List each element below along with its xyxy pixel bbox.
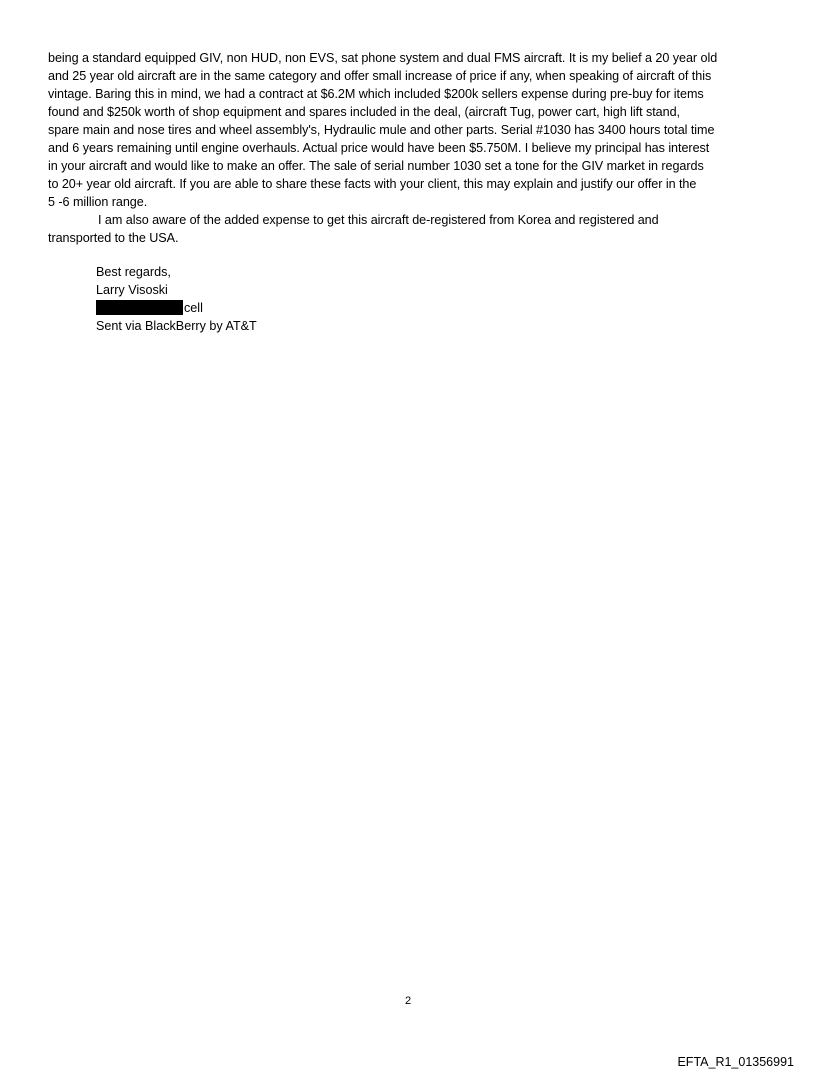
- cell-label: cell: [184, 301, 203, 315]
- body-line: 5 -6 million range.: [48, 195, 148, 209]
- body-line: and 25 year old aircraft are in the same category and offer small increase of price if any, when speaking of aircraft of this: [48, 69, 712, 83]
- email-signature: [96, 263, 257, 335]
- email-body: [48, 49, 772, 247]
- body-paragraph-2-line-2: transported to the USA.: [48, 231, 179, 245]
- body-line: in your aircraft and would like to make an offer. The sale of serial number 1030 set a tone for the GIV market in regards: [48, 159, 704, 173]
- signer-name: Larry Visoski: [96, 283, 168, 297]
- cell-line: [96, 299, 257, 317]
- body-paragraph-2-text: I am also aware of the added expense to get this aircraft de-registered from Korea and registered and: [98, 213, 659, 227]
- page-number: 2: [404, 995, 412, 1007]
- closing-text: Best regards,: [96, 265, 171, 279]
- body-line: vintage. Baring this in mind, we had a contract at $6.2M which included $200k sellers expense during pre-buy for items: [48, 87, 704, 101]
- document-id: EFTA_R1_01356991: [677, 1055, 794, 1069]
- body-line: spare main and nose tires and wheel assembly's, Hydraulic mule and other parts. Serial #1030 has 3400 hours total time: [48, 123, 715, 137]
- redaction-box: [96, 300, 183, 315]
- body-line: found and $250k worth of shop equipment and spares included in the deal, (aircraft Tug, power cart, high lift stand,: [48, 105, 680, 119]
- body-line: to 20+ year old aircraft. If you are able to share these facts with your client, this may explain and justify our offer in the: [48, 177, 697, 191]
- body-line: and 6 years remaining until engine overhauls. Actual price would have been $5.750M. I believe my principal has interest: [48, 141, 710, 155]
- body-paragraph-2-line-1: [48, 211, 772, 229]
- body-line: being a standard equipped GIV, non HUD, non EVS, sat phone system and dual FMS aircraft. It is my belief a 20 year old: [48, 51, 718, 65]
- sent-via-text: Sent via BlackBerry by AT&T: [96, 319, 257, 333]
